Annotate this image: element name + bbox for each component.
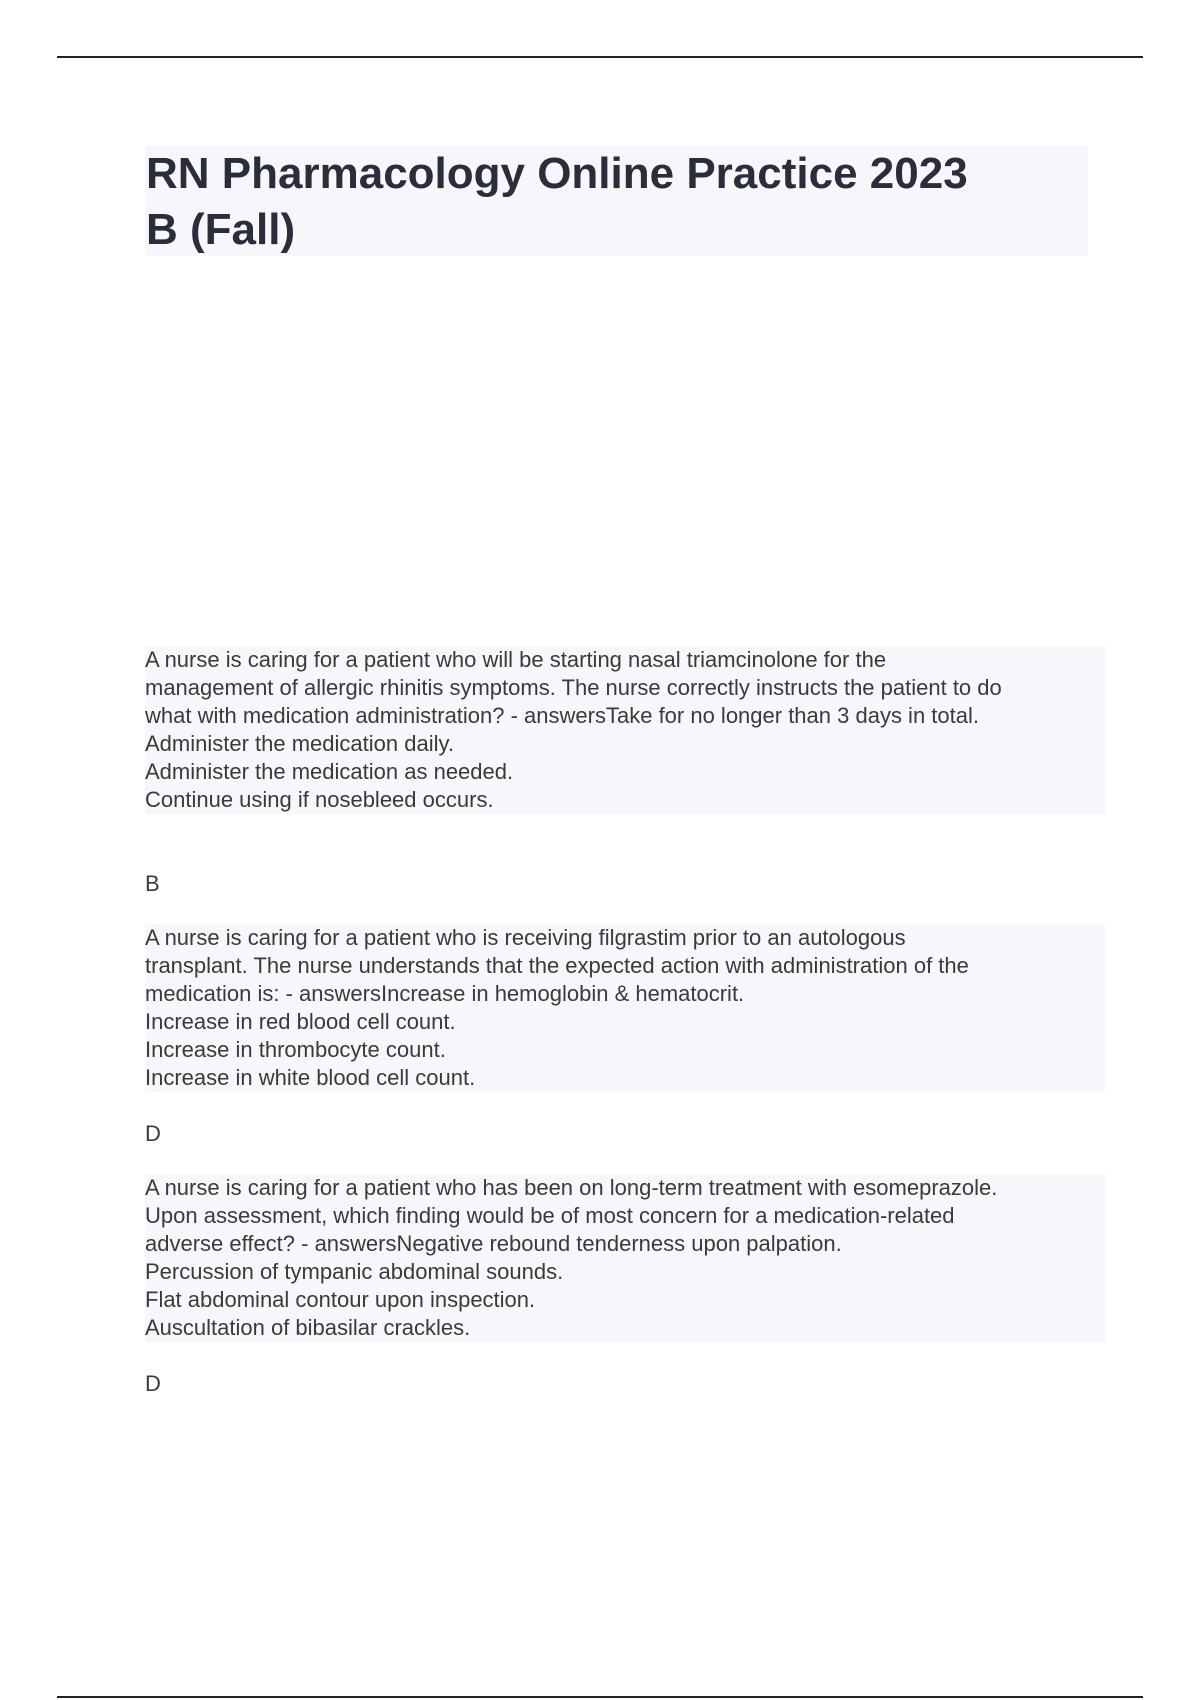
- option-line: Increase in white blood cell count.: [145, 1065, 476, 1090]
- title-line-2: B (Fall): [146, 205, 296, 254]
- question-line: Upon assessment, which finding would be of most concern for a medication-related: [145, 1203, 955, 1228]
- question-1-text: [145, 646, 1105, 814]
- title-block: [145, 146, 1088, 256]
- answer-3: D: [145, 1371, 161, 1396]
- option-line: Auscultation of bibasilar crackles.: [145, 1315, 471, 1340]
- option-line: Administer the medication as needed.: [145, 759, 514, 784]
- question-1: [145, 646, 1105, 814]
- question-line: medication is: - answersIncrease in hemoglobin & hematocrit.: [145, 981, 745, 1006]
- answer-1: B: [145, 871, 160, 896]
- question-line: transplant. The nurse understands that the expected action with administration of the: [145, 953, 969, 978]
- answer-2: D: [145, 1121, 161, 1146]
- option-line: Increase in red blood cell count.: [145, 1009, 456, 1034]
- question-2-text: [145, 924, 1105, 1092]
- question-line: A nurse is caring for a patient who will be starting nasal triamcinolone for the: [145, 647, 887, 672]
- top-rule: [57, 56, 1143, 58]
- option-line: Increase in thrombocyte count.: [145, 1037, 446, 1062]
- option-line: Flat abdominal contour upon inspection.: [145, 1287, 536, 1312]
- document-title: [145, 146, 1088, 258]
- question-line: A nurse is caring for a patient who is receiving filgrastim prior to an autologous: [145, 925, 906, 950]
- question-line: A nurse is caring for a patient who has been on long-term treatment with esomeprazole.: [145, 1175, 998, 1200]
- question-2: [145, 924, 1105, 1092]
- question-line: management of allergic rhinitis symptoms. The nurse correctly instructs the patient to do: [145, 675, 1002, 700]
- option-line: Percussion of tympanic abdominal sounds.: [145, 1259, 564, 1284]
- question-line: adverse effect? - answersNegative rebound tenderness upon palpation.: [145, 1231, 842, 1256]
- bottom-rule: [57, 1696, 1143, 1698]
- title-line-1: RN Pharmacology Online Practice 2023: [146, 149, 968, 198]
- question-line: what with medication administration? - answersTake for no longer than 3 days in total.: [145, 703, 979, 728]
- option-line: Administer the medication daily.: [145, 731, 454, 756]
- option-line: Continue using if nosebleed occurs.: [145, 787, 494, 812]
- question-3-text: [145, 1174, 1105, 1342]
- question-3: [145, 1174, 1105, 1342]
